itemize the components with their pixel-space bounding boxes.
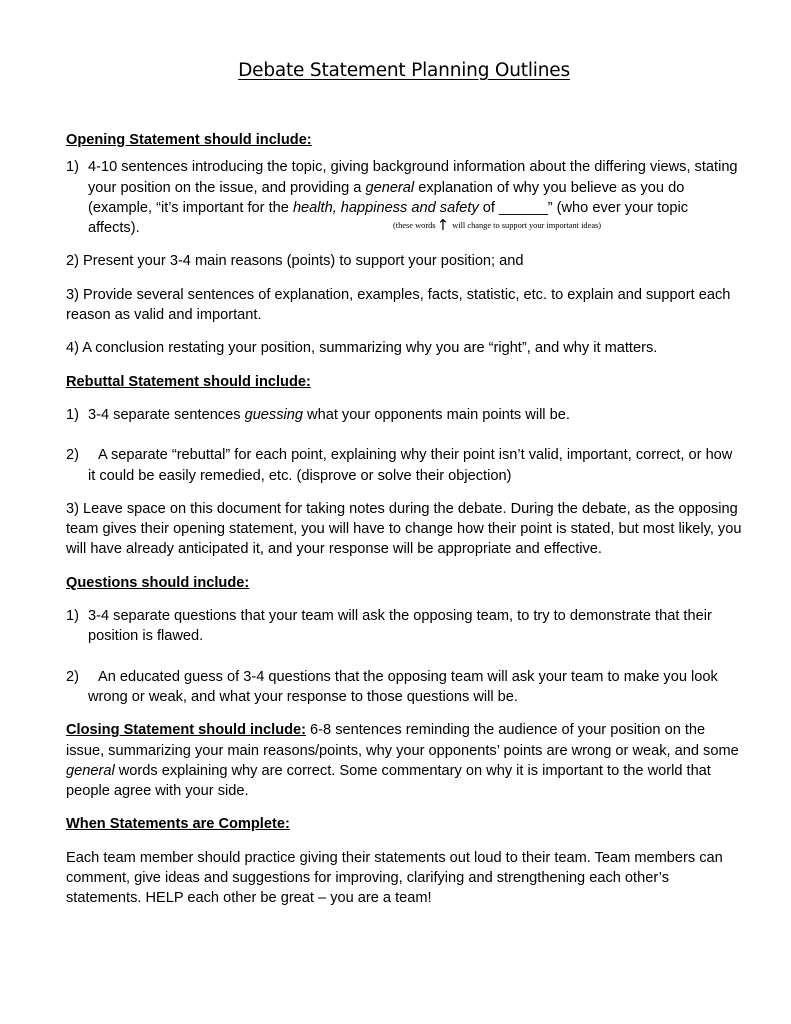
opening-item-2: 2) Present your 3-4 main reasons (points) to support your position; and bbox=[66, 253, 524, 270]
questions-item-2-text: An educated guess of 3-4 questions that the opposing team will ask your team to make you look wrong or weak, and what your response to those questions will be. bbox=[88, 668, 718, 705]
closing-paragraph bbox=[66, 720, 742, 801]
closing-heading: Closing Statement should include: bbox=[66, 722, 306, 739]
annotation-note bbox=[393, 216, 602, 235]
up-arrow-icon: ↑ bbox=[436, 216, 450, 235]
opening-item-1-em2: health, happiness and safety bbox=[292, 199, 479, 216]
questions-heading: Questions should include: bbox=[66, 574, 250, 591]
opening-item-1-part1: 4-10 sentences introducing the topic, giving background information about the differing views, stating your position on the issue, and providing a bbox=[88, 159, 738, 196]
rebuttal-heading: Rebuttal Statement should include: bbox=[66, 373, 311, 390]
closing-part1: 6-8 sentences reminding the audience of your position on the issue, summarizing your main reasons/points, why your opponents’ points are wrong or weak, and some bbox=[66, 722, 739, 759]
rebuttal-item-2 bbox=[66, 445, 742, 486]
rebuttal-item-3: 3) Leave space on this document for taking notes during the debate. During the debate, as the opposing team gives their opening statement, you will have to change how their point is stated, but most likely, you will have already anticipated it, and your response will be appropriate and effective. bbox=[66, 500, 742, 558]
annotation-note-right: will change to support your important ideas) bbox=[450, 221, 602, 231]
rebuttal-item-1 bbox=[66, 405, 742, 425]
opening-item-4: 4) A conclusion restating your position, summarizing why you are “right”, and why it matters. bbox=[66, 340, 658, 357]
closing-part2: words explaining why are correct. Some commentary on why it is important to the world that people agree with your side. bbox=[66, 762, 711, 800]
closing-em: general bbox=[66, 762, 115, 779]
opening-heading: Opening Statement should include: bbox=[66, 132, 312, 148]
complete-heading: When Statements are Complete: bbox=[66, 816, 290, 833]
opening-item-3: 3) Provide several sentences of explanation, examples, facts, statistic, etc. to explain and support each reason as valid and important. bbox=[66, 286, 731, 324]
questions-item-1-text: 3-4 separate questions that your team will ask the opposing team, to try to demonstrate that their position is flawed. bbox=[88, 608, 712, 645]
questions-item-2-number: 2) bbox=[66, 668, 79, 685]
opening-item-1 bbox=[66, 157, 742, 238]
annotation-note-left: (these words bbox=[393, 221, 436, 231]
complete-paragraph: Each team member should practice giving their statements out loud to their team. Team members can comment, give ideas and suggestions for improving, clarifying and strengthening each other’s statements. HELP each other be great – you are a team! bbox=[66, 849, 723, 907]
rebuttal-item-2-number: 2) bbox=[66, 447, 79, 464]
opening-item-1-part2: explanation of why you believe as you do (example, “it’s important for the bbox=[88, 179, 685, 216]
rebuttal-item-2-text: A separate “rebuttal” for each point, explaining why their point isn’t valid, important, correct, or how it could be easily remedied, etc. (disprove or solve their objection) bbox=[88, 447, 733, 484]
rebuttal-item-1-number: 1) bbox=[66, 406, 79, 423]
opening-item-1-number: 1) bbox=[66, 159, 79, 176]
questions-item-2 bbox=[66, 667, 742, 708]
questions-item-1 bbox=[66, 606, 742, 647]
document-page bbox=[66, 58, 742, 922]
rebuttal-item-1-part1: 3-4 separate sentences bbox=[88, 406, 245, 423]
opening-item-1-em1: general bbox=[365, 179, 415, 196]
document-title: Debate Statement Planning Outlines bbox=[238, 60, 570, 81]
opening-item-1-part3: of ______” (who ever your topic affects). bbox=[88, 199, 689, 237]
questions-item-1-number: 1) bbox=[66, 608, 79, 625]
rebuttal-item-1-em: guessing bbox=[244, 406, 303, 423]
rebuttal-item-1-text bbox=[88, 405, 742, 425]
rebuttal-item-1-part2: what your opponents main points will be. bbox=[303, 406, 570, 423]
